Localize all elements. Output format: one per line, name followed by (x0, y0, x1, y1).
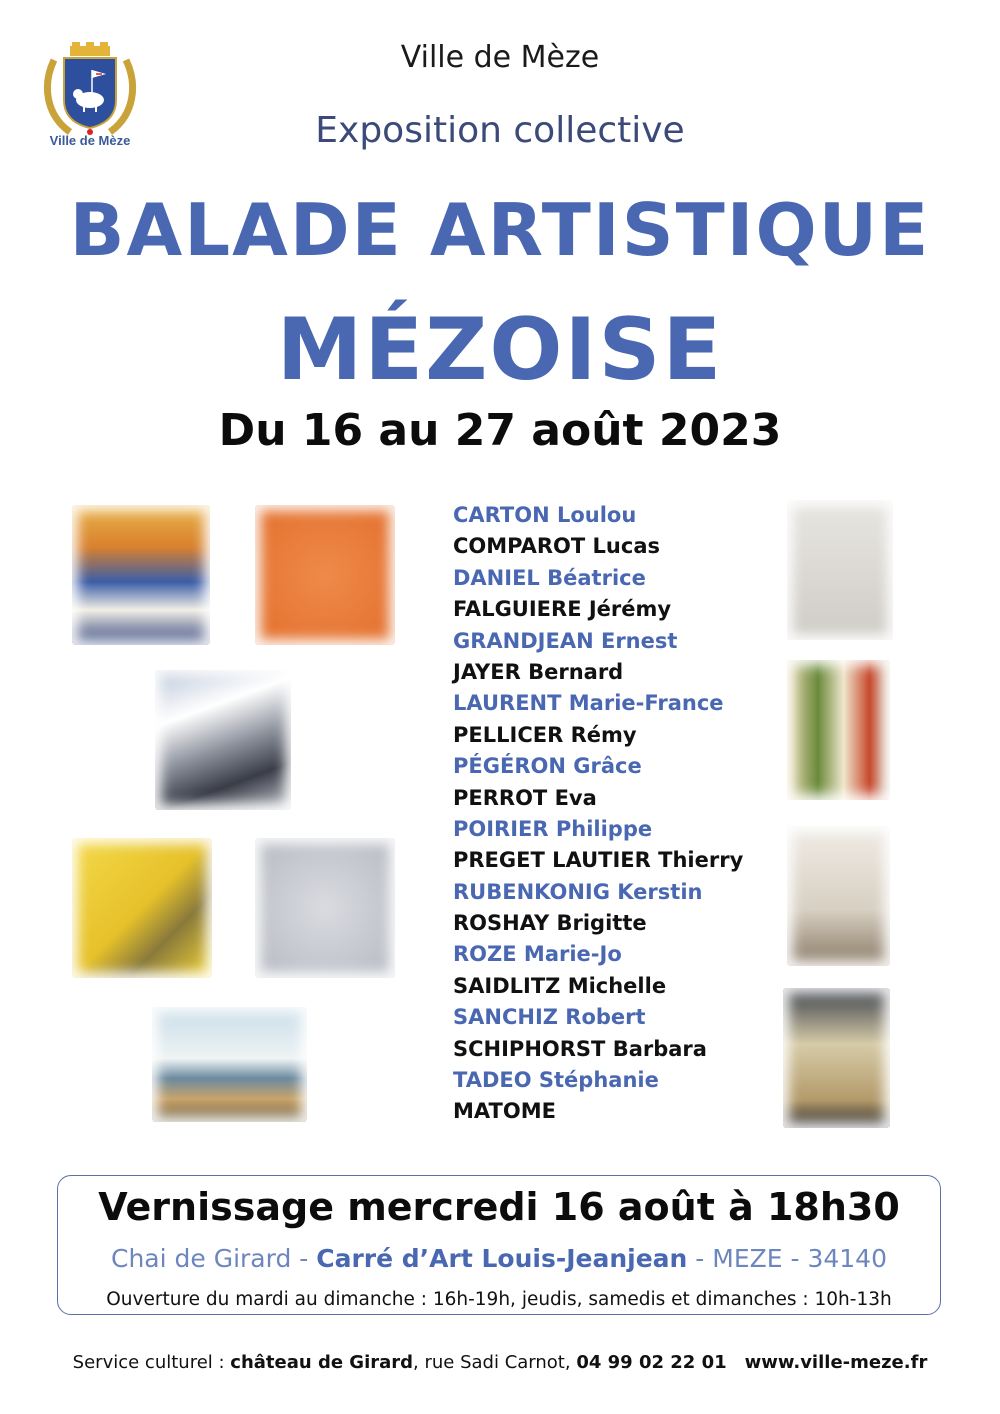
artist-first-name: Béatrice (547, 565, 646, 590)
artist-first-name: Thierry (658, 848, 744, 873)
artist-name (453, 971, 773, 1002)
artist-first-name: Bernard (528, 659, 624, 684)
artist-first-name: Philippe (555, 816, 653, 841)
artist-name (453, 877, 773, 908)
artist-name (453, 783, 773, 814)
artwork-yellow-collage (72, 838, 212, 978)
artist-first-name: Rémy (570, 722, 637, 747)
crest-label: Ville de Mèze (49, 133, 131, 148)
artist-last-name: SCHIPHORST (453, 1036, 606, 1061)
artist-first-name: Eva (554, 785, 597, 810)
artwork-mountain-painting (155, 670, 291, 810)
artist-name (453, 594, 773, 625)
artist-first-name: Ernest (600, 628, 678, 653)
artist-name (453, 814, 773, 845)
footer-service: Service culturel : (72, 1352, 231, 1373)
artist-last-name: FALGUIERE (453, 597, 582, 622)
artist-last-name: ROSHAY (453, 911, 550, 936)
title-line-2: MÉZOISE (276, 300, 724, 400)
artist-name (453, 1065, 773, 1096)
artist-name (453, 563, 773, 594)
artist-name (453, 657, 773, 688)
artist-name (453, 1096, 773, 1127)
artist-last-name: PREGET LAUTIER (453, 848, 651, 873)
artist-last-name: DANIEL (453, 565, 540, 590)
exhibition-type: Exposition collective (315, 110, 685, 151)
footer-phone: 04 99 02 22 01 (576, 1352, 727, 1373)
artist-last-name: SANCHIZ (453, 1005, 558, 1030)
artwork-grey-figures (255, 838, 395, 978)
artist-last-name: TADEO (453, 1068, 532, 1093)
artist-name (453, 1002, 773, 1033)
vernissage-headline: Vernissage mercredi 16 août à 18h30 (98, 1185, 900, 1229)
title-line-1: BALADE ARTISTIQUE (69, 188, 931, 272)
artist-last-name: SAIDLITZ (453, 973, 561, 998)
artist-first-name: Brigitte (556, 911, 647, 936)
artwork-ceramic-totems (787, 826, 890, 966)
artist-name (453, 688, 773, 719)
artist-last-name: LAURENT (453, 691, 562, 716)
artist-first-name: Marie-France (568, 691, 724, 716)
artist-name (453, 500, 773, 531)
artist-last-name: MATOME (453, 1099, 556, 1124)
artist-first-name: Kerstin (617, 879, 703, 904)
artist-first-name: Robert (565, 1005, 646, 1030)
artist-name (453, 751, 773, 782)
artist-last-name: COMPAROT (453, 534, 586, 559)
artist-first-name: Barbara (612, 1036, 707, 1061)
artist-first-name: Lucas (592, 534, 660, 559)
artist-name (453, 1034, 773, 1065)
town-name: Ville de Mèze (400, 40, 600, 75)
venue-part-2: Carré d’Art Louis-Jeanjean (316, 1244, 688, 1273)
artwork-street-photo (787, 660, 890, 800)
artwork-harbor-painting (72, 505, 210, 645)
artist-first-name: Grâce (573, 754, 642, 779)
artist-last-name: ROZE (453, 942, 517, 967)
artist-last-name: POIRIER (453, 816, 549, 841)
artist-last-name: PELLICER (453, 722, 564, 747)
artist-last-name: GRANDJEAN (453, 628, 594, 653)
footer-contact (0, 1352, 1000, 1373)
artwork-building-model (783, 988, 890, 1128)
artist-last-name: JAYER (453, 659, 521, 684)
exhibition-dates: Du 16 au 27 août 2023 (218, 405, 782, 456)
artist-first-name: Jérémy (588, 597, 672, 622)
venue-line (57, 1244, 941, 1273)
artwork-beach-painting (152, 1007, 307, 1122)
artist-first-name: Michelle (567, 973, 667, 998)
artist-last-name: PÉGÉRON (453, 754, 566, 779)
opening-hours: Ouverture du mardi au dimanche : 16h-19h, jeudis, samedis et dimanches : 10h-13h (106, 1289, 892, 1310)
artist-name (453, 531, 773, 562)
artwork-orange-face-drawing (255, 505, 395, 645)
venue-part-3: - MEZE - 34140 (687, 1244, 887, 1273)
footer-website[interactable]: www.ville-meze.fr (744, 1352, 928, 1373)
artist-name (453, 939, 773, 970)
artist-name (453, 908, 773, 939)
artist-last-name: CARTON (453, 503, 550, 527)
artist-last-name: RUBENKONIG (453, 879, 610, 904)
artist-first-name: Stéphanie (538, 1068, 659, 1093)
artist-name (453, 720, 773, 751)
venue-part-1: Chai de Girard - (110, 1244, 317, 1273)
artist-list (453, 500, 773, 1128)
artist-name (453, 845, 773, 876)
footer-address: , rue Sadi Carnot, (413, 1352, 577, 1373)
artist-first-name: Loulou (556, 503, 637, 527)
artist-name (453, 626, 773, 657)
footer-location: château de Girard (230, 1352, 414, 1373)
artist-last-name: PERROT (453, 785, 548, 810)
artist-first-name: Marie-Jo (523, 942, 622, 967)
artwork-metal-sculpture (787, 500, 893, 640)
